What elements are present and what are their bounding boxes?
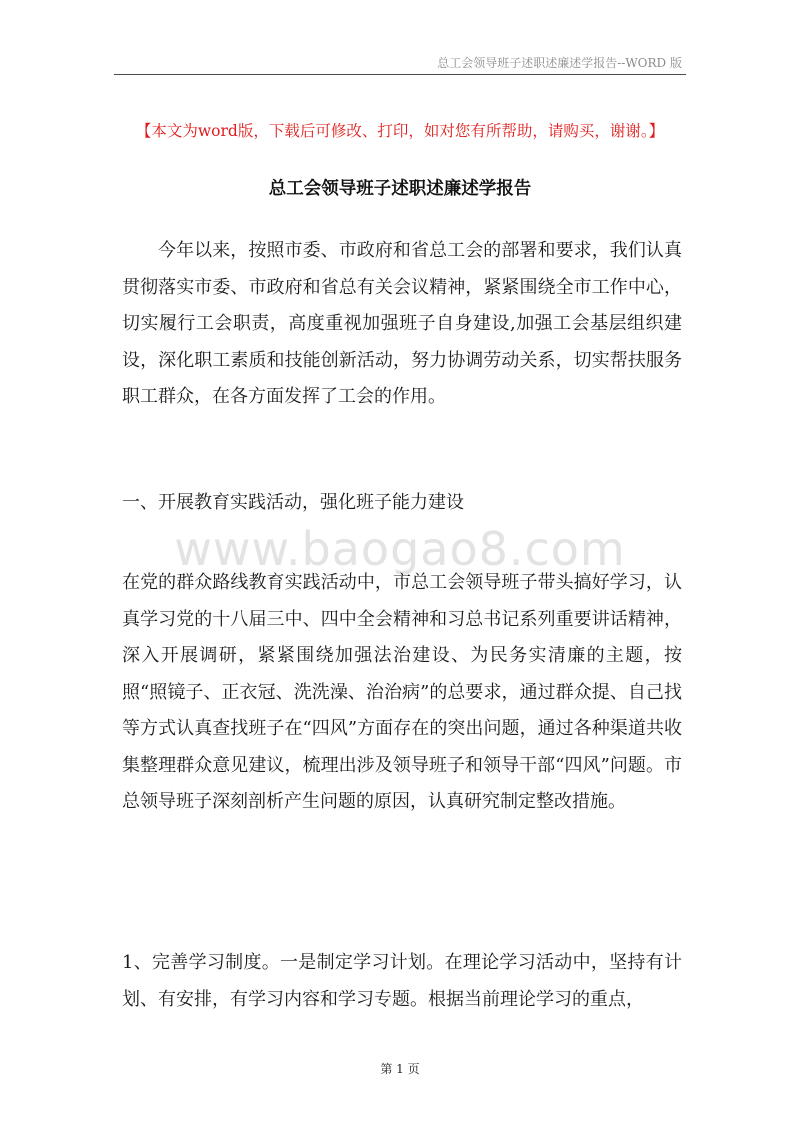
watermark-text: www.baogao8.com bbox=[174, 522, 626, 576]
running-header: 总工会领导班子述职述廉述学报告--WORD 版 bbox=[437, 56, 682, 70]
intro-paragraph: 今年以来，按照市委、市政府和省总工会的部署和要求，我们认真贯彻落实市委、市政府和省总有关会议精神，紧紧围绕全市工作中心，切实履行工会职责，高度重视加强班子自身建设,加强工会基层组织建设，深化职工素质和技能创新活动，努力协调劳动关系，切实帮扶服务职工群众，在各方面发挥了工会的作用。 bbox=[122, 240, 682, 407]
document-title: 总工会领导班子述职述廉述学报告 bbox=[268, 179, 532, 199]
section-heading-1: 一、开展教育实践活动，强化班子能力建设 bbox=[122, 492, 464, 513]
page-number: 第 1 页 bbox=[380, 1062, 420, 1076]
purchase-notice: 【本文为word版，下载后可修改、打印，如对您有所帮助，请购买，谢谢。】 bbox=[135, 122, 665, 140]
header-divider bbox=[114, 74, 686, 75]
item-1-paragraph: 1、完善学习制度。一是制定学习计划。在理论学习活动中，坚持有计划、有安排，有学习内容和学习专题。根据当前理论学习的重点， bbox=[122, 952, 682, 1010]
section-1-paragraph: 在党的群众路线教育实践活动中，市总工会领导班子带头搞好学习，认真学习党的十八届三中、四中全会精神和习总书记系列重要讲话精神，深入开展调研，紧紧围绕加强法治建设、为民务实清廉的主题，按照“照镜子、正衣冠、洗洗澡、治治病”的总要求，通过群众提、自己找等方式认真查找班子在“四风”方面存在的突出问题，通过各种渠道共收集整理群众意见建议，梳理出涉及领导班子和领导干部“四风”问题。市总领导班子深刻剖析产生问题的原因，认真研究制定整改措施。 bbox=[122, 572, 682, 812]
